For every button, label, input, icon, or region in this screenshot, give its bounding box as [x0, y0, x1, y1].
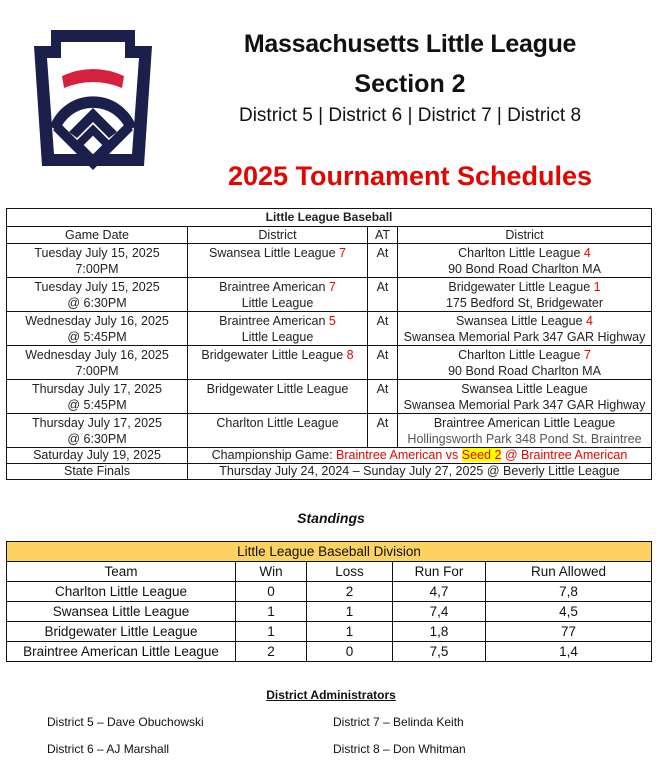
away-team-cell: [398, 414, 652, 448]
at-cell: At: [368, 244, 398, 278]
runs-for: 7,5: [393, 642, 486, 662]
schedule-table: [6, 208, 652, 480]
game-date-cell: [7, 380, 188, 414]
standings-header-row: [7, 562, 652, 582]
table-row: [7, 346, 652, 380]
game-date: Tuesday July 15, 2025: [34, 246, 160, 260]
table-row: [7, 380, 652, 414]
column-header-run-for: Run For: [393, 562, 486, 582]
game-location: Swansea Memorial Park 347 GAR Highway: [403, 398, 646, 412]
column-header-game-date: Game Date: [7, 227, 188, 244]
column-header-win: Win: [236, 562, 307, 582]
little-league-keystone-logo-icon: [22, 26, 164, 170]
championship-venue: @ Braintree American: [501, 448, 628, 462]
home-team: Braintree American: [219, 314, 326, 328]
at-cell: At: [368, 278, 398, 312]
losses: 0: [307, 642, 393, 662]
away-seed: 1: [593, 280, 601, 294]
home-team-cell: [188, 414, 368, 448]
home-team: Bridgewater Little League: [201, 348, 344, 362]
game-time: @ 5:45PM: [67, 330, 127, 344]
game-date: Thursday July 17, 2025: [32, 416, 162, 430]
column-header-district: District: [188, 227, 368, 244]
schedule-header-row: [7, 227, 652, 244]
game-date-cell: [7, 244, 188, 278]
standings-heading: Standings: [297, 510, 365, 526]
schedule-title-row: [7, 209, 652, 227]
game-time: @ 6:30PM: [67, 432, 127, 446]
home-team-cell: [188, 278, 368, 312]
wins: 1: [236, 622, 307, 642]
away-team-cell: [398, 312, 652, 346]
division-title: Little League Baseball Division: [7, 542, 652, 562]
game-time: @ 5:45PM: [67, 398, 127, 412]
game-location: Hollingsworth Park 348 Pond St. Braintree: [407, 432, 642, 446]
away-team-cell: [398, 278, 652, 312]
game-location: 90 Bond Road Charlton MA: [448, 262, 601, 276]
team-name: Braintree American Little League: [7, 642, 236, 662]
away-seed: 7: [583, 348, 591, 362]
home-team-line2: Little League: [241, 296, 314, 310]
home-seed: 8: [346, 348, 354, 362]
game-date-cell: [7, 346, 188, 380]
championship-matchup: Braintree American vs: [336, 448, 462, 462]
away-team: Braintree American Little League: [433, 416, 616, 430]
home-team-line2: Little League: [241, 330, 314, 344]
administrators-heading: District Administrators: [266, 688, 396, 702]
game-date-cell: [7, 312, 188, 346]
column-header-at: AT: [368, 227, 398, 244]
wins: 0: [236, 582, 307, 602]
at-cell: At: [368, 312, 398, 346]
state-finals-row: [7, 464, 652, 480]
table-row: [7, 642, 652, 662]
away-team-cell: [398, 380, 652, 414]
administrator-district-7: District 7 – Belinda Keith: [333, 715, 464, 729]
state-finals-details: Thursday July 24, 2024 – Sunday July 27, 2025 @ Beverly Little League: [188, 464, 652, 480]
home-seed: 5: [328, 314, 336, 328]
table-row: [7, 278, 652, 312]
game-date-cell: [7, 414, 188, 448]
game-date: Tuesday July 15, 2025: [34, 280, 160, 294]
championship-label: Championship Game:: [211, 448, 337, 462]
runs-allowed: 1,4: [486, 642, 652, 662]
away-team-cell: [398, 244, 652, 278]
losses: 2: [307, 582, 393, 602]
organization-title: Massachusetts Little League: [243, 30, 577, 58]
away-team: Bridgewater Little League: [448, 280, 591, 294]
home-team: Braintree American: [219, 280, 326, 294]
at-cell: At: [368, 414, 398, 448]
administrator-district-5: District 5 – Dave Obuchowski: [47, 715, 204, 729]
column-header-loss: Loss: [307, 562, 393, 582]
away-team: Charlton Little League: [458, 246, 581, 260]
home-team: Swansea Little League: [209, 246, 336, 260]
championship-details: [188, 448, 652, 464]
column-header-run-allowed: Run Allowed: [486, 562, 652, 582]
home-team-cell: [188, 380, 368, 414]
team-name: Bridgewater Little League: [7, 622, 236, 642]
administrator-district-6: District 6 – AJ Marshall: [47, 742, 170, 756]
table-row: [7, 582, 652, 602]
schedule-title: Little League Baseball: [7, 209, 652, 227]
game-location: Swansea Memorial Park 347 GAR Highway: [403, 330, 646, 344]
losses: 1: [307, 622, 393, 642]
game-date-cell: [7, 278, 188, 312]
game-date: Wednesday July 16, 2025: [25, 314, 169, 328]
table-row: [7, 244, 652, 278]
table-row: [7, 312, 652, 346]
runs-for: 7,4: [393, 602, 486, 622]
home-team-cell: [188, 312, 368, 346]
game-time: 7:00PM: [75, 262, 119, 276]
game-location: 175 Bedford St, Bridgewater: [445, 296, 604, 310]
game-time: 7:00PM: [75, 364, 119, 378]
losses: 1: [307, 602, 393, 622]
game-time: @ 6:30PM: [67, 296, 127, 310]
runs-for: 4,7: [393, 582, 486, 602]
championship-seed-highlight: Seed 2: [461, 448, 502, 462]
away-team-cell: [398, 346, 652, 380]
table-row: [7, 414, 652, 448]
at-cell: At: [368, 346, 398, 380]
away-team: Charlton Little League: [458, 348, 581, 362]
section-title: Section 2: [354, 70, 466, 98]
runs-allowed: 77: [486, 622, 652, 642]
home-team-cell: [188, 244, 368, 278]
division-header-row: [7, 542, 652, 562]
state-finals-label: State Finals: [7, 464, 188, 480]
runs-allowed: 4,5: [486, 602, 652, 622]
home-seed: 7: [328, 280, 336, 294]
runs-allowed: 7,8: [486, 582, 652, 602]
wins: 1: [236, 602, 307, 622]
away-team: Swansea Little League: [461, 382, 588, 396]
away-seed: 4: [583, 246, 591, 260]
game-date: Thursday July 17, 2025: [32, 382, 162, 396]
districts-subtitle: District 5 | District 6 | District 7 | District 8: [238, 105, 582, 126]
runs-for: 1,8: [393, 622, 486, 642]
administrator-district-8: District 8 – Don Whitman: [333, 742, 466, 756]
at-cell: At: [368, 380, 398, 414]
game-date: Wednesday July 16, 2025: [25, 348, 169, 362]
page-title: 2025 Tournament Schedules: [227, 161, 593, 191]
standings-table: [6, 541, 652, 662]
away-seed: 4: [586, 314, 593, 328]
home-team: Bridgewater Little League: [206, 382, 349, 396]
team-name: Swansea Little League: [7, 602, 236, 622]
table-row: [7, 622, 652, 642]
home-team-cell: [188, 346, 368, 380]
table-row: [7, 602, 652, 622]
team-name: Charlton Little League: [7, 582, 236, 602]
championship-date: Saturday July 19, 2025: [7, 448, 188, 464]
home-seed: 7: [339, 246, 346, 260]
away-team: Swansea Little League: [456, 314, 583, 328]
wins: 2: [236, 642, 307, 662]
column-header-team: Team: [7, 562, 236, 582]
home-team: Charlton Little League: [216, 416, 339, 430]
championship-row: [7, 448, 652, 464]
column-header-district-opponent: District: [398, 227, 652, 244]
game-location: 90 Bond Road Charlton MA: [448, 364, 601, 378]
